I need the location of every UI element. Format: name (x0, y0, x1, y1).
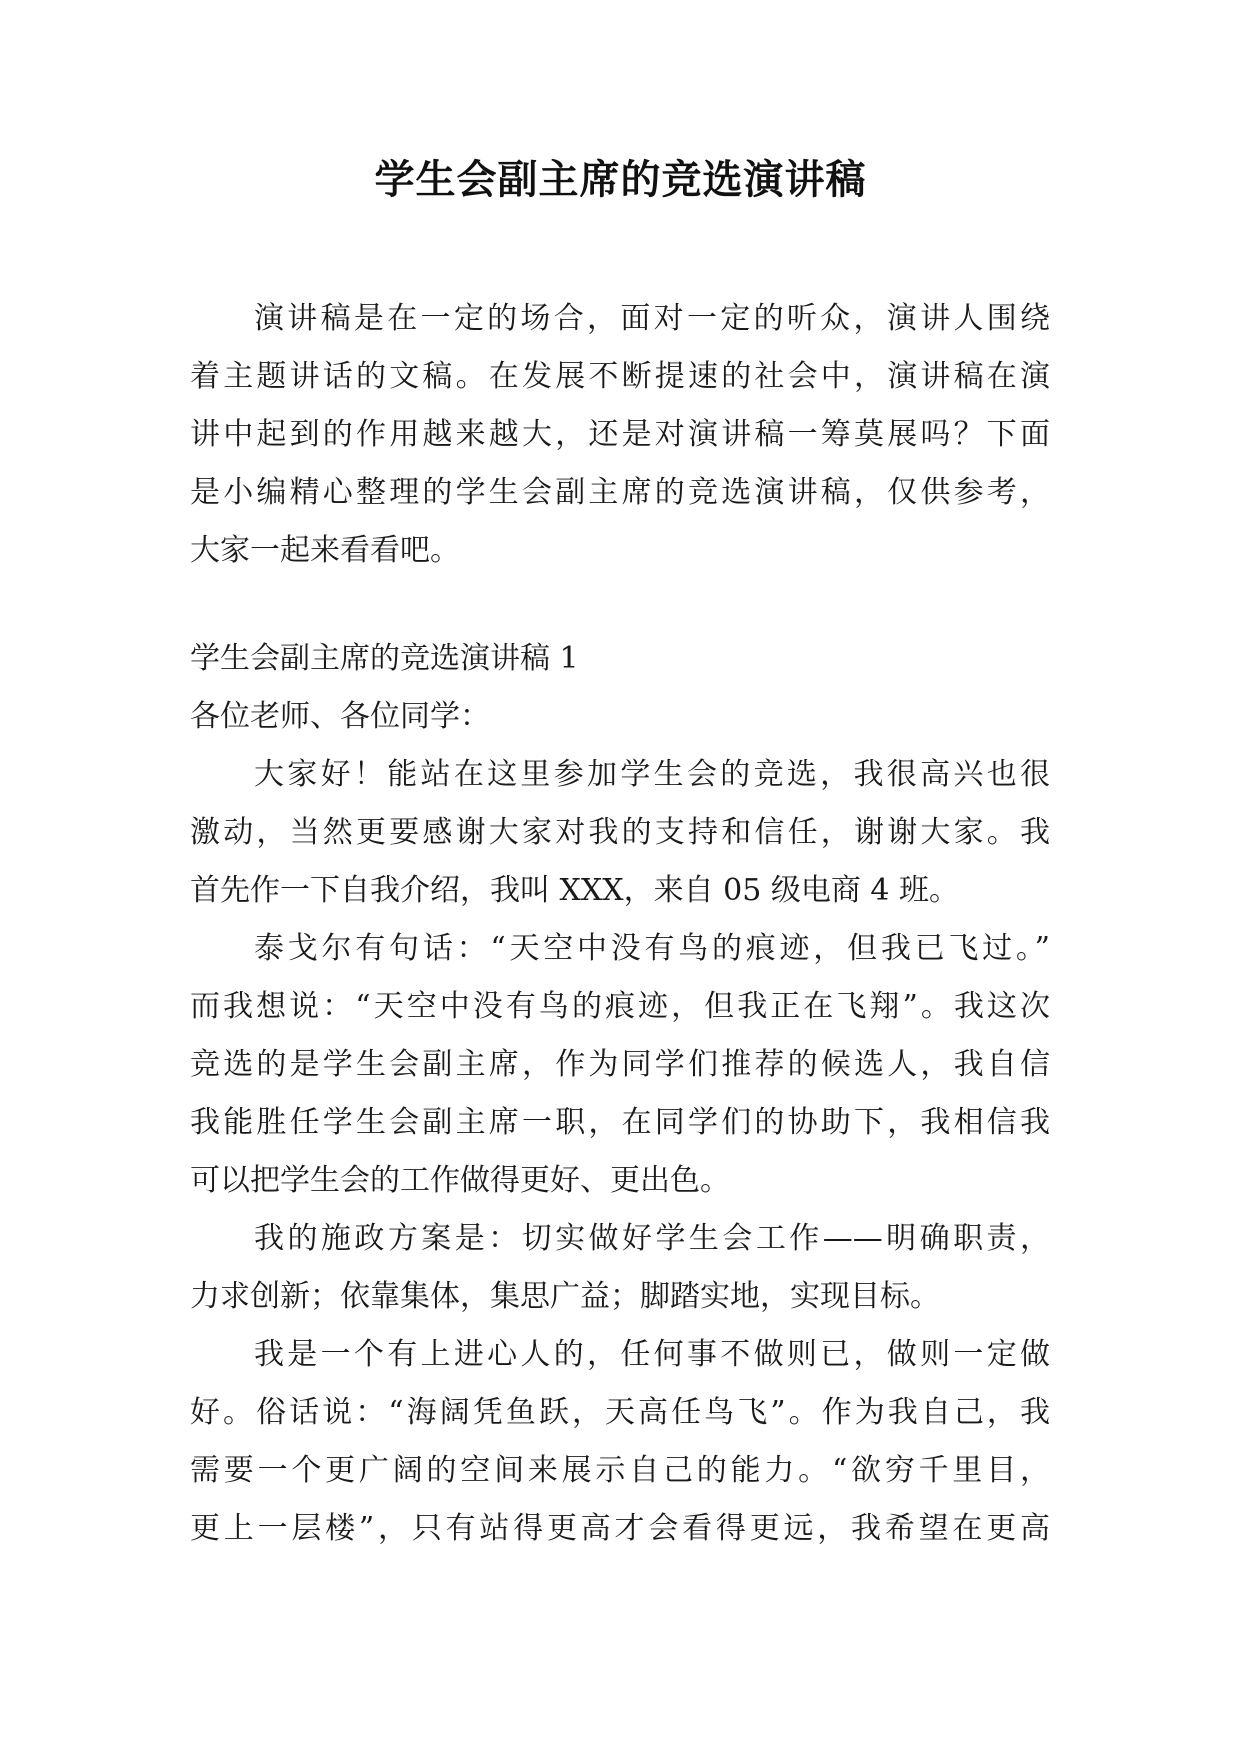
intro-paragraph (190, 290, 1050, 580)
text-line: 我能胜任学生会副主席一职，在同学们的协助下，我相信我 (190, 1105, 1050, 1140)
text-line: 大家一起来看看吧。 (190, 533, 460, 568)
text-line: 而我想说：“天空中没有鸟的痕迹，但我正在飞翔”。我这次 (190, 989, 1050, 1024)
document-title: 学生会副主席的竞选演讲稿 (374, 157, 867, 203)
text-line: 更上一层楼”，只有站得更高才会看得更远，我希望在更高 (190, 1511, 1050, 1546)
text-line: 激动，当然更要感谢大家对我的支持和信任，谢谢大家。我 (190, 815, 1050, 850)
section-heading: 学生会副主席的竞选演讲稿 1 (190, 641, 579, 676)
text-line: 我的施政方案是：切实做好学生会工作——明确职责， (254, 1221, 1050, 1256)
text-line: 大家好！能站在这里参加学生会的竞选，我很高兴也很 (254, 757, 1050, 792)
text-line: 首先作一下自我介绍，我叫 XXX，来自 05 级电商 4 班。 (190, 873, 960, 908)
text-line: 需要一个更广阔的空间来展示自己的能力。“欲穷千里目， (190, 1453, 1050, 1488)
text-line: 力求创新；依靠集体，集思广益；脚踏实地，实现目标。 (190, 1279, 940, 1314)
text-line: 是小编精心整理的学生会副主席的竞选演讲稿，仅供参考， (190, 475, 1050, 510)
text-line: 着主题讲话的文稿。在发展不断提速的社会中，演讲稿在演 (190, 359, 1050, 394)
text-line: 我是一个有上进心人的，任何事不做则已，做则一定做 (254, 1337, 1050, 1372)
text-line: 竞选的是学生会副主席，作为同学们推荐的候选人，我自信 (190, 1047, 1050, 1082)
text-line: 泰戈尔有句话：“天空中没有鸟的痕迹，但我已飞过。” (254, 931, 1050, 966)
salutation: 各位老师、各位同学： (190, 699, 490, 734)
text-line: 可以把学生会的工作做得更好、更出色。 (190, 1163, 730, 1198)
text-line: 演讲稿是在一定的场合，面对一定的听众，演讲人围绕 (254, 301, 1050, 336)
text-line: 讲中起到的作用越来越大，还是对演讲稿一筹莫展吗？下面 (190, 417, 1050, 452)
speech-section-1 (190, 630, 1050, 1558)
text-line: 好。俗话说：“海阔凭鱼跃，天高任鸟飞”。作为我自己，我 (190, 1395, 1050, 1430)
